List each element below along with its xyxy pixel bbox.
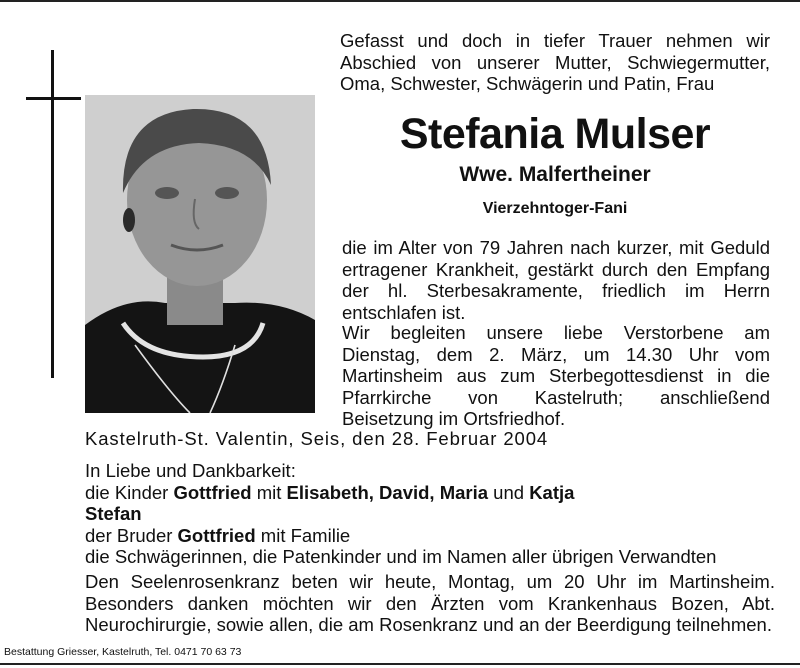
deceased-name: Stefania Mulser bbox=[399, 110, 711, 158]
bottom-border bbox=[0, 663, 800, 665]
nickname: Vierzehntoger-Fani bbox=[482, 200, 628, 217]
mourners-children-line: die Kinder Gottfried mit Elisabeth, David, Maria und Katja bbox=[85, 481, 575, 503]
mourners-stefan-line: Stefan bbox=[85, 503, 142, 524]
death-notice-text: die im Alter von 79 Jahren nach kurzer, mit Geduld ertragener Krankheit, gestärkt durch den Empfang der hl. Sterbesakramente, friedlich im Herrn entschlafen ist. bbox=[342, 237, 770, 323]
mourners-relatives-line: die Schwägerinnen, die Patenkinder und im Namen aller übrigen Verwandten bbox=[85, 546, 717, 567]
funeral-home-line: Bestattung Griesser, Kastelruth, Tel. 0471 70 63 73 bbox=[4, 646, 242, 658]
widow-of: Wwe. Malfertheiner bbox=[459, 163, 651, 186]
intro-text: Gefasst und doch in tiefer Trauer nehmen wir Abschied von unserer Mutter, Schwiegermutter, Oma, Schwester, Schwägerin und Patin, Frau bbox=[340, 30, 770, 94]
portrait-photo bbox=[85, 95, 315, 413]
place-and-date: Kastelruth-St. Valentin, Seis, den 28. Februar 2004 bbox=[85, 428, 549, 449]
rosary-and-thanks-text: Den Seelenrosenkranz beten wir heute, Montag, um 20 Uhr im Martinsheim. Besonders danken möchten wir den Ärzten vom Krankenhaus Bozen, Abt. Neurochirurgie, sowie allen, die am Rosenkranz und an der Beerdigung teilnehmen. bbox=[85, 571, 775, 635]
mourners-brother-line: der Bruder Gottfried mit Familie bbox=[85, 524, 351, 546]
top-border bbox=[0, 0, 800, 2]
mourners-intro: In Liebe und Dankbarkeit: bbox=[85, 460, 296, 481]
mourners-block bbox=[85, 460, 785, 568]
cross-horizontal-bar bbox=[26, 97, 81, 100]
funeral-details-text: Wir begleiten unsere liebe Verstorbene am Dienstag, dem 2. März, um 14.30 Uhr vom Martinsheim aus zum Sterbegottesdienst in die Pfarrkirche von Kastelruth; anschließend Beisetzung im Ortsfriedhof. bbox=[342, 322, 770, 429]
